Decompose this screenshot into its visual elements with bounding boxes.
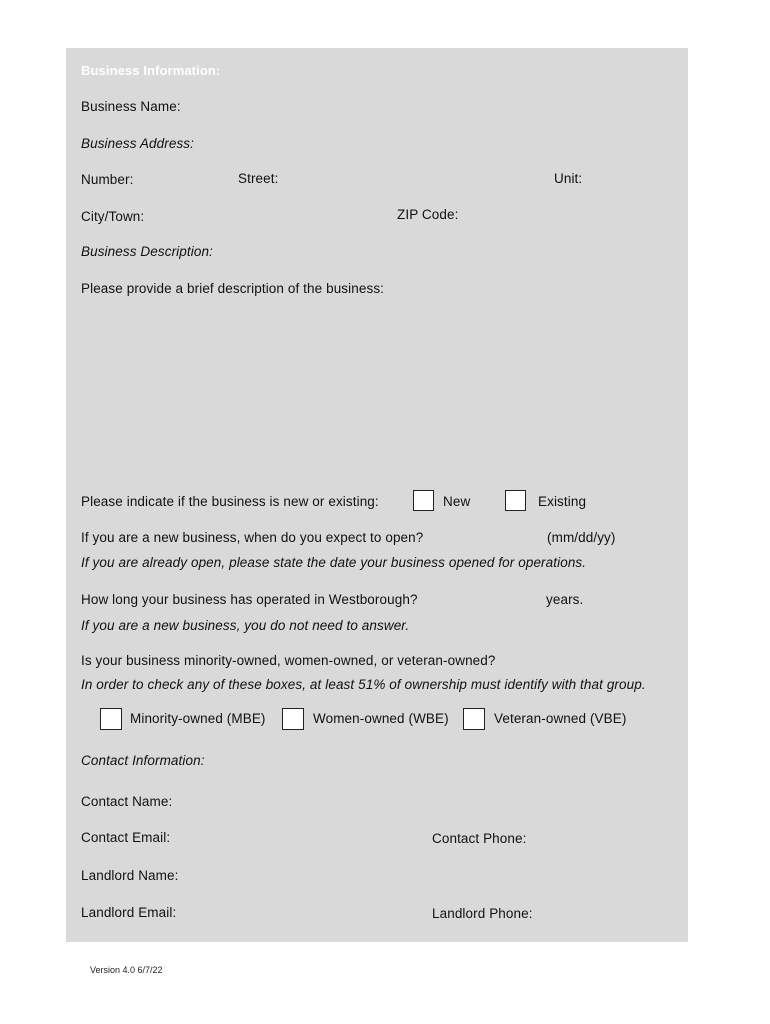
new-or-existing-question: Please indicate if the business is new or existing:: [81, 494, 379, 509]
mbe-checkbox-label: Minority-owned (MBE): [130, 711, 266, 726]
landlord-name-label: Landlord Name:: [81, 868, 179, 883]
wbe-checkbox-label: Women-owned (WBE): [313, 711, 449, 726]
landlord-email-label: Landlord Email:: [81, 905, 177, 920]
existing-checkbox[interactable]: [505, 490, 526, 511]
vbe-checkbox-label: Veteran-owned (VBE): [494, 711, 627, 726]
operation-duration-note: If you are a new business, you do not need to answer.: [81, 618, 410, 633]
contact-phone-label: Contact Phone:: [432, 831, 527, 846]
street-label: Street:: [238, 171, 279, 186]
version-footer: Version 4.0 6/7/22: [90, 965, 163, 975]
contact-name-label: Contact Name:: [81, 794, 173, 809]
wbe-checkbox[interactable]: [282, 708, 304, 730]
number-label: Number:: [81, 172, 134, 187]
new-checkbox[interactable]: [413, 490, 434, 511]
unit-label: Unit:: [554, 171, 583, 186]
ownership-question: Is your business minority-owned, women-owned, or veteran-owned?: [81, 653, 496, 668]
contact-information-header: Contact Information:: [81, 753, 205, 768]
years-unit-label: years.: [546, 592, 584, 607]
contact-email-label: Contact Email:: [81, 830, 171, 845]
existing-checkbox-label: Existing: [538, 494, 587, 509]
business-address-label: Business Address:: [81, 136, 195, 151]
operation-duration-question: How long your business has operated in Westborough?: [81, 592, 418, 607]
landlord-phone-label: Landlord Phone:: [432, 906, 533, 921]
expected-open-question: If you are a new business, when do you expect to open?: [81, 530, 424, 545]
business-information-header: Business Information:: [81, 63, 221, 78]
zip-code-label: ZIP Code:: [397, 207, 459, 222]
mbe-checkbox[interactable]: [100, 708, 122, 730]
city-town-label: City/Town:: [81, 209, 145, 224]
vbe-checkbox[interactable]: [463, 708, 485, 730]
business-name-label: Business Name:: [81, 99, 181, 114]
description-prompt: Please provide a brief description of the business:: [81, 281, 385, 296]
new-checkbox-label: New: [443, 494, 471, 509]
ownership-note: In order to check any of these boxes, at least 51% of ownership must identify with that group.: [81, 677, 646, 692]
date-format-hint: (mm/dd/yy): [547, 530, 616, 545]
business-description-label: Business Description:: [81, 244, 213, 259]
opened-date-note: If you are already open, please state the date your business opened for operations.: [81, 555, 587, 570]
